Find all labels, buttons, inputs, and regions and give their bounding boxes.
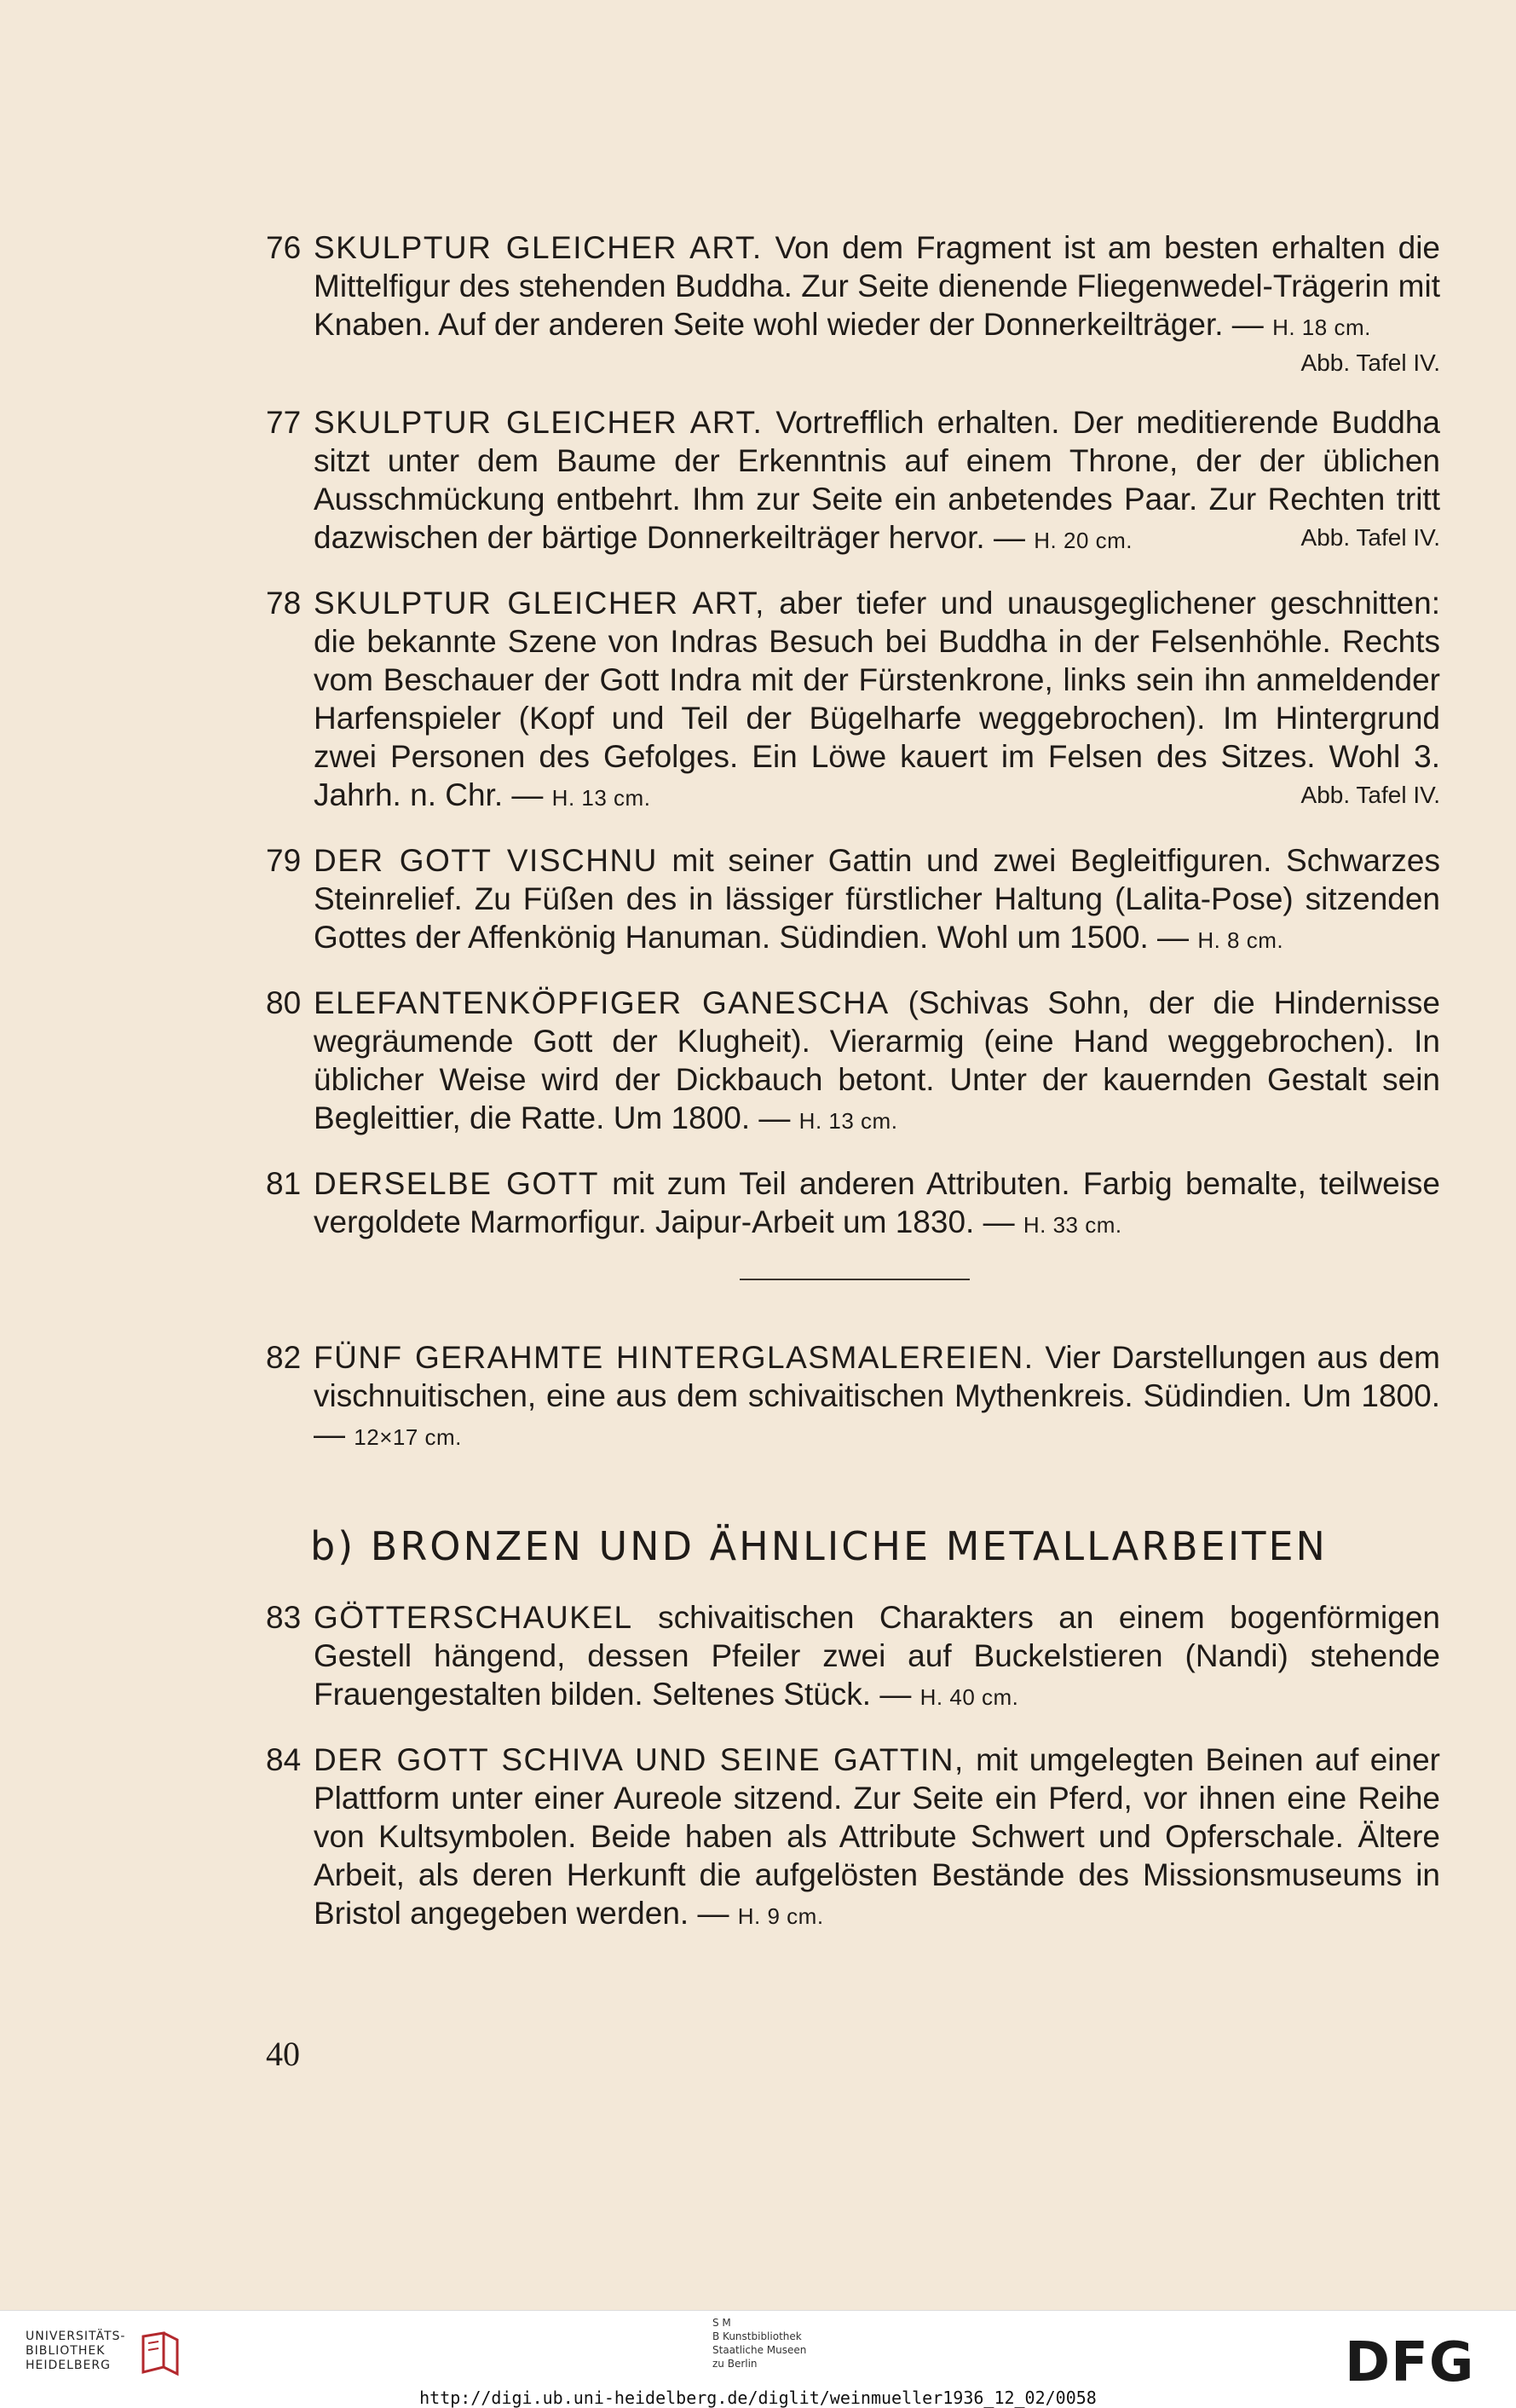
entry-body (314, 984, 1440, 1140)
entry-text: aber tiefer und unausgeglichener geschnitten: die bekannte Szene von Indras Besuch bei Buddha in der Felsenhöhle. Rechts vom Beschauer der Gott Indra mit der Fürstenkrone, links sein ihn anmeldender Harfenspieler (Kopf und Teil der Bügelharfe weggebrochen). Im Hintergrund zwei Personen des Gefolges. Ein Löwe kauert im Felsen des Sitzes. Wohl 3. Jahrh. n. Chr. — (314, 586, 1440, 812)
permalink-url[interactable]: http://digi.ub.uni-heidelberg.de/diglit/weinmueller1936_12_02/0058 (419, 2388, 1097, 2408)
entry-number: 79 (266, 843, 302, 878)
entry-number: 77 (266, 405, 302, 440)
museum-logo-line: B Kunstbibliothek (712, 2330, 802, 2342)
entry-measure: H. 13 cm. (551, 785, 651, 811)
section-heading: b) BRONZEN UND ÄHNLICHE METALLARBEITEN (310, 1523, 1328, 1569)
entry-measure: H. 20 cm. (1034, 528, 1133, 553)
museum-logo-line: zu Berlin (712, 2358, 758, 2370)
entry-body (314, 403, 1440, 560)
entry-number: 80 (266, 985, 302, 1020)
entry-title: GÖTTERSCHAUKEL (314, 1600, 633, 1635)
catalog-entries (266, 228, 1440, 1960)
entry-measure: H. 33 cm. (1023, 1212, 1122, 1238)
entry-body (314, 841, 1440, 960)
viewer-footer (0, 2310, 1516, 2408)
entry-number: 83 (266, 1600, 302, 1635)
catalog-entry (266, 1338, 1440, 1457)
entry-title: SKULPTUR GLEICHER ART. (314, 405, 764, 440)
entry-body (314, 228, 1440, 379)
entry-plate-reference: Abb. Tafel IV. (1300, 524, 1440, 551)
museum-logo[interactable] (712, 2316, 806, 2370)
university-library-logo[interactable] (26, 2330, 125, 2373)
entry-number: 82 (266, 1340, 302, 1375)
dfg-logo[interactable]: DFG (1345, 2331, 1475, 2394)
entry-number: 76 (266, 230, 302, 265)
logo-line: BIBLIOTHEK (26, 2344, 106, 2358)
library-emblem-icon (135, 2330, 182, 2377)
page-number: 40 (266, 2035, 300, 2073)
catalog-entry (266, 228, 1440, 379)
entry-number: 81 (266, 1166, 302, 1201)
entry-measure: H. 9 cm. (737, 1903, 824, 1929)
entry-body (314, 1164, 1440, 1244)
logo-line: UNIVERSITÄTS- (26, 2330, 126, 2343)
entry-plate-reference: Abb. Tafel IV. (1300, 349, 1440, 376)
entry-title: SKULPTUR GLEICHER ART, (314, 586, 765, 621)
entry-text: Vortrefflich erhalten. Der meditierende Buddha sitzt unter dem Baume der Erkenntnis auf einem Throne, der der üblichen Ausschmückung entbehrt. Ihm zur Seite ein anbetendes Paar. Zur Rechten tritt dazwischen der bärtige Donnerkeilträger hervor. — (314, 405, 1441, 555)
entry-text: schivaitischen Charakters an einem bogenförmigen Gestell hängend, dessen Pfeiler zwei auf Buckelstieren (Nandi) stehende Frauengestalten bilden. Seltenes Stück. — (314, 1600, 1440, 1712)
entry-title: DERSELBE GOTT (314, 1166, 599, 1201)
entry-number: 78 (266, 586, 302, 621)
catalog-entry (266, 1598, 1440, 1717)
catalog-entry (266, 984, 1440, 1140)
catalog-entry (266, 1164, 1440, 1244)
catalog-entry (266, 841, 1440, 960)
entry-text: mit umgelegten Beinen auf einer Plattform unter einer Aureole sitzend. Zur Seite ein Pferd, vor ihnen eine Reihe von Kultsymbolen. Beide haben als Attribute Schwert und Opferschale. Ältere Arbeit, als deren Herkunft die aufgelösten Bestände des Missionsmuseums in Bristol angegeben werden. — (314, 1742, 1440, 1931)
entry-measure: H. 8 cm. (1197, 927, 1284, 953)
entry-measure: H. 40 cm. (919, 1684, 1019, 1710)
entry-body (314, 1598, 1440, 1717)
catalog-entry (266, 584, 1440, 817)
museum-logo-line: S M (712, 2317, 731, 2329)
entry-title: ELEFANTENKÖPFIGER GANESCHA (314, 985, 890, 1020)
entry-text: Von dem Fragment ist am besten erhalten die Mittelfigur des stehenden Buddha. Zur Seite dienende Fliegenwedel-Trägerin mit Knaben. Auf der anderen Seite wohl wieder der Donnerkeilträger. — (314, 230, 1440, 342)
entry-number: 84 (266, 1742, 302, 1777)
museum-logo-line: Staatliche Museen (712, 2344, 807, 2356)
entry-text: Vier Darstellungen aus dem vischnuitischen, eine aus dem schivaitischen Mythenkreis. Südindien. Um 1800. — (314, 1340, 1440, 1452)
section-divider (740, 1279, 970, 1280)
entry-body (314, 1741, 1440, 1936)
entry-body (314, 1338, 1440, 1457)
entry-title: SKULPTUR GLEICHER ART. (314, 230, 763, 265)
entry-measure: H. 18 cm. (1272, 315, 1371, 340)
entry-text: mit zum Teil anderen Attributen. Farbig bemalte, teilweise vergoldete Marmorfigur. Jaipur-Arbeit um 1830. — (314, 1166, 1441, 1239)
entry-title: DER GOTT VISCHNU (314, 843, 658, 878)
entry-measure: H. 13 cm. (798, 1108, 898, 1134)
entry-title: DER GOTT SCHIVA UND SEINE GATTIN, (314, 1742, 965, 1777)
entry-body (314, 584, 1440, 817)
entry-plate-reference: Abb. Tafel IV. (1300, 782, 1440, 808)
logo-line: HEIDELBERG (26, 2359, 111, 2372)
entry-measure: 12×17 cm. (354, 1424, 462, 1450)
entry-text: mit seiner Gattin und zwei Begleitfiguren. Schwarzes Steinrelief. Zu Füßen des in lässiger fürstlicher Haltung (Lalita-Pose) sitzenden Gottes der Affenkönig Hanuman. Südindien. Wohl um 1500. — (314, 843, 1440, 955)
catalog-entry (266, 403, 1440, 560)
entry-title: FÜNF GERAHMTE HINTERGLASMALEREIEN. (314, 1340, 1035, 1375)
entry-text: (Schivas Sohn, der die Hindernisse wegräumende Gott der Klugheit). Vierarmig (eine Hand weggebrochen). In üblicher Weise wird der Dickbauch betont. Unter der kauernden Gestalt sein Begleittier, die Ratte. Um 1800. — (314, 985, 1440, 1135)
catalog-entry (266, 1741, 1440, 1936)
